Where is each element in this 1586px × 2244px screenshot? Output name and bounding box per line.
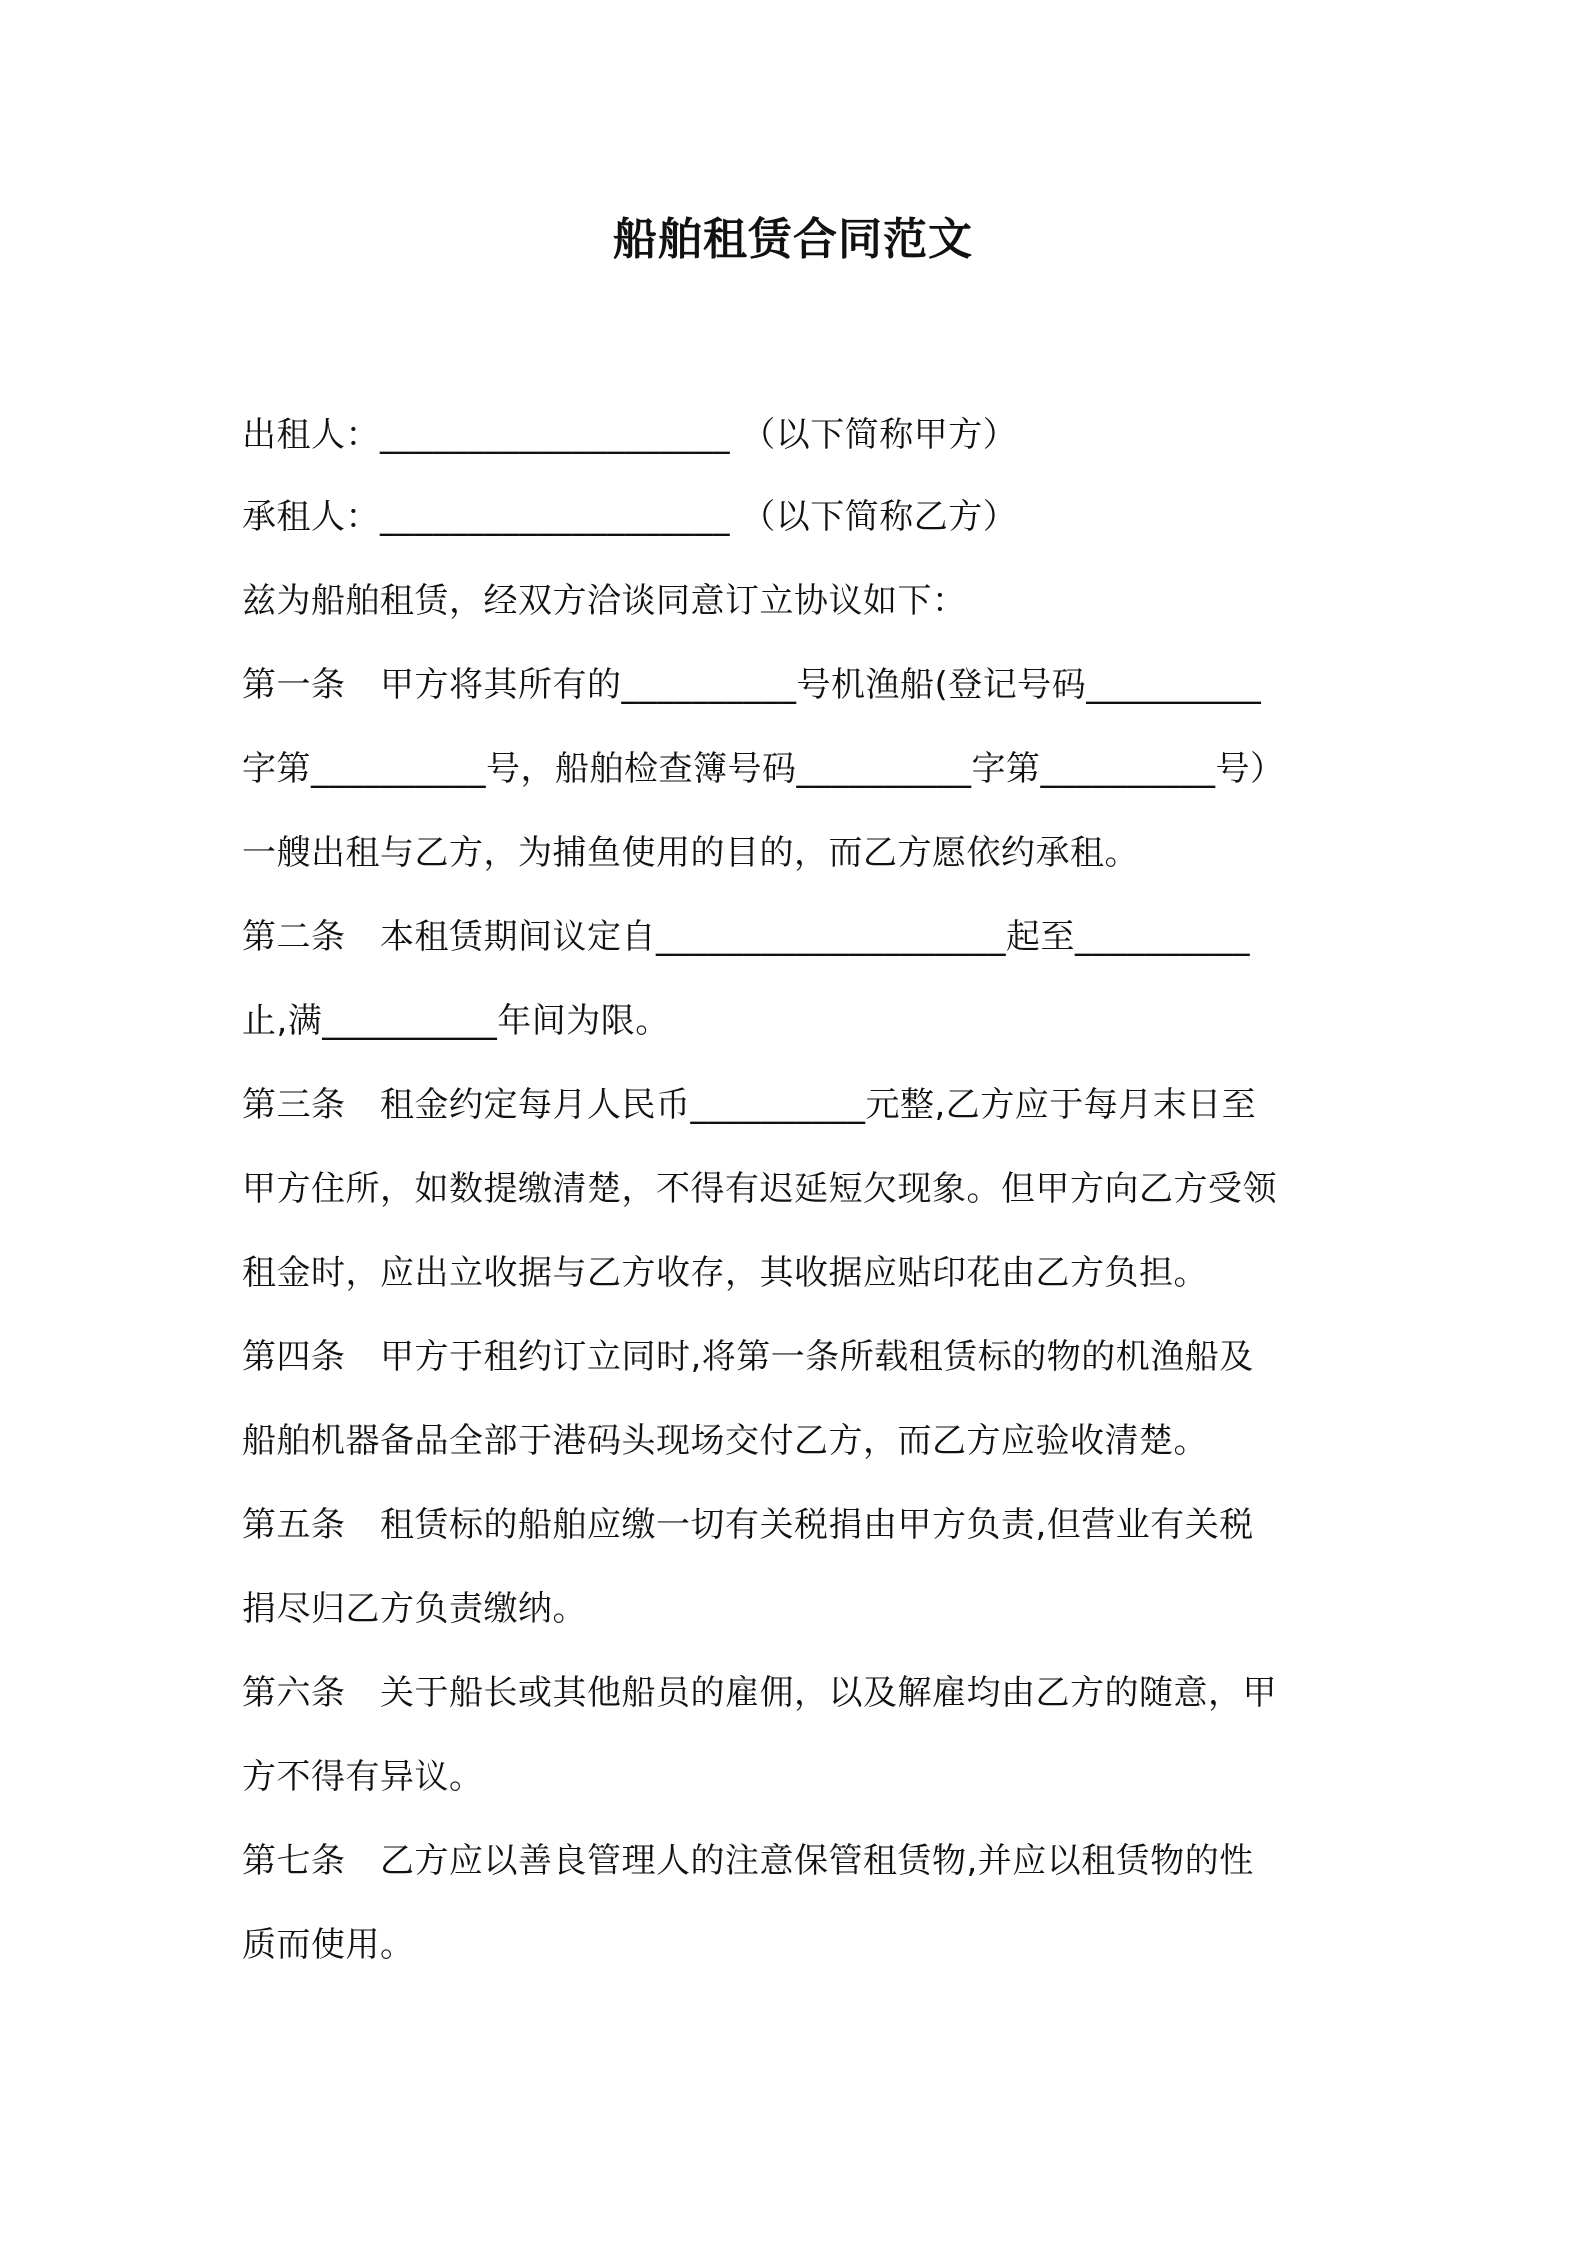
- article-4-line-1: 第四条 甲方于租约订立同时,将第一条所载租赁标的物的机渔船及: [242, 1337, 1254, 1377]
- article-5-line-2: 捐尽归乙方负责缴纳。: [242, 1589, 587, 1629]
- article-3-line-1: 第三条 租金约定每月人民币__________元整,乙方应于每月末日至: [242, 1085, 1257, 1125]
- article-3-line-2: 甲方住所，如数提缴清楚，不得有迟延短欠现象。但甲方向乙方受领: [242, 1169, 1277, 1209]
- lessor-line: 出租人：____________________ （以下简称甲方）: [242, 415, 1018, 455]
- article-7-line-2: 质而使用。: [242, 1925, 415, 1965]
- article-1-line-1: 第一条 甲方将其所有的__________号机渔船(登记号码__________: [242, 665, 1262, 705]
- article-2-line-1: 第二条 本租赁期间议定自____________________起至__________: [242, 917, 1250, 957]
- document-title: 船舶租赁合同范文: [613, 214, 973, 265]
- article-6-line-2: 方不得有异议。: [242, 1757, 484, 1797]
- article-1-line-2: 字第__________号，船舶检查簿号码__________字第__________号）: [242, 749, 1285, 789]
- article-3-line-3: 租金时，应出立收据与乙方收存，其收据应贴印花由乙方负担。: [242, 1253, 1208, 1293]
- article-4-line-2: 船舶机器备品全部于港码头现场交付乙方，而乙方应验收清楚。: [242, 1421, 1208, 1461]
- article-6-line-1: 第六条 关于船长或其他船员的雇佣，以及解雇均由乙方的随意，甲: [242, 1673, 1277, 1713]
- lessee-line: 承租人：____________________ （以下简称乙方）: [242, 497, 1018, 537]
- preamble-line: 兹为船舶租赁，经双方洽谈同意订立协议如下：: [242, 581, 967, 621]
- article-2-line-2: 止,满__________年间为限。: [242, 1001, 670, 1041]
- article-5-line-1: 第五条 租赁标的船舶应缴一切有关税捐由甲方负责,但营业有关税: [242, 1505, 1254, 1545]
- article-7-line-1: 第七条 乙方应以善良管理人的注意保管租赁物,并应以租赁物的性: [242, 1841, 1254, 1881]
- article-1-line-3: 一艘出租与乙方，为捕鱼使用的目的，而乙方愿依约承租。: [242, 833, 1139, 873]
